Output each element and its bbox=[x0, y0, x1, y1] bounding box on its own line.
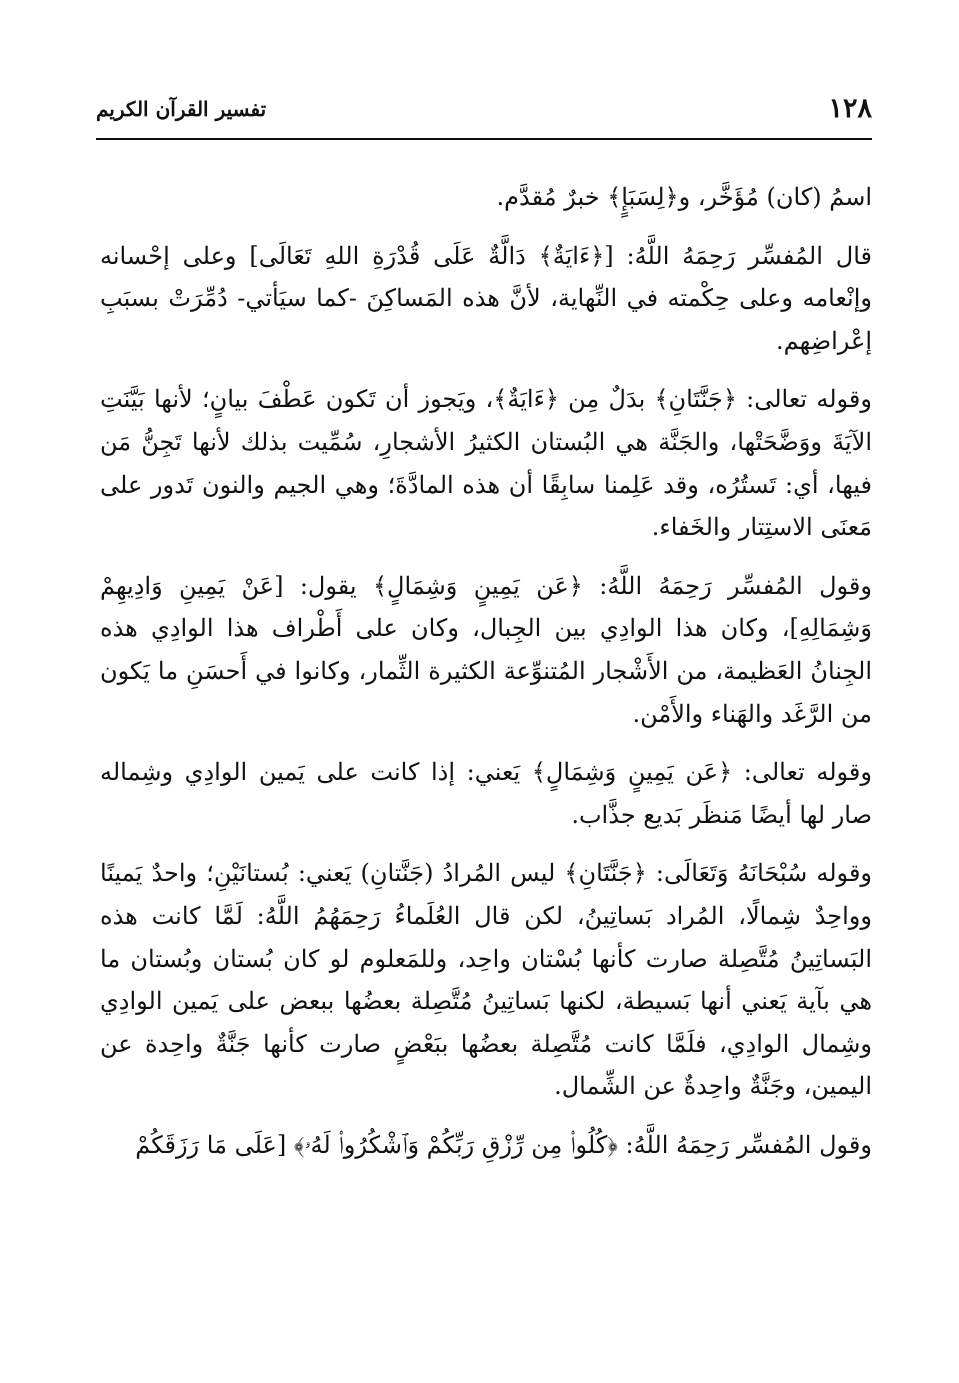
paragraph: وقول المُفسِّر رَحِمَهُ اللَّهُ: ﴿كُلُوا۟ مِن رِّزْقِ رَبِّكُمْ وَٱشْكُرُوا۟ لَهُۥ﴾ [عَلَى مَا رَزَقَكُمْ bbox=[135, 1130, 872, 1159]
header-divider bbox=[96, 138, 872, 140]
paragraph: اسمُ (كان) مُؤَخَّر، و﴿لِسَبَإٍ﴾ خبرٌ مُقدَّم. bbox=[496, 183, 872, 211]
running-title: تفسير القرآن الكريم bbox=[96, 97, 267, 121]
paragraph: وقوله تعالى: ﴿جَنَّتَانِ﴾ بدَلٌ مِن ﴿ءَايَةٌ﴾، ويَجوز أن تَكون عَطْفَ بيانٍ؛ لأنها بَيَّنَتِ الآيَةَ ووَضَّحَتْها، والجَنَّة هي البُستان الكثيرُ الأشجارِ، سُمِّيت بذلك لأنها تَجِنُّ مَن فيها، أي: تَستُرُه، وقد عَلِمنا سابِقًا أن هذه المادَّةَ؛ وهي الجيم والنون تَدور على مَعنَى الاستِتار والخَفاء. bbox=[100, 385, 872, 542]
paragraph: وقول المُفسِّر رَحِمَهُ اللَّهُ: ﴿عَن يَمِينٍ وَشِمَالٍ﴾ يقول: [عَنْ يَمِينِ وَادِيهِمْ وَشِمَالِهِ]، وكان هذا الوادِي بين الجِبال، وكان على أَطْراف هذا الوادِي هذه الجِنانُ العَظيمة، من الأَشْجار المُتنوِّعة الكثيرة الثِّمار، وكانوا في أَحسَنِ ما يَكون من الرَّغَد والهَناء والأَمْن. bbox=[100, 571, 872, 728]
body-text bbox=[100, 176, 872, 1166]
page-header bbox=[96, 92, 872, 138]
paragraph: وقوله سُبْحَانَهُ وَتَعَالَى: ﴿جَنَّتَانِ﴾ ليس المُرادُ (جَنَّتانِ) يَعني: بُستانَيْنِ؛ واحدٌ يَمينًا وواحِدٌ شِمالًا، المُراد بَساتِينُ، لكن قال العُلَماءُ رَحِمَهُمُ اللَّهُ: لَمَّا كانت هذه البَساتِينُ مُتَّصِلة صارت كأنها بُسْتان واحِد، وللمَعلوم لو كان بُستان وبُستان ما هي بآية يَعني أنها بَسيطة، لكنها بَساتِينُ مُتَّصِلة بعضُها ببعض على يَمين الوادِي وشِمال الوادِي، فلَمَّا كانت مُتَّصِلة بعضُها ببَعْضٍ صارت كأنها جَنَّةٌ واحِدة عن اليمين، وجَنَّةٌ واحِدةٌ عن الشِّمال. bbox=[100, 859, 873, 1101]
page-number: ١٢٨ bbox=[828, 93, 872, 124]
paragraph: قال المُفسِّر رَحِمَهُ اللَّهُ: [﴿ءَايَةٌ﴾ دَالَّةٌ عَلَى قُدْرَةِ اللهِ تَعَالَى] وعلى إحْسانه وإنْعامه وعلى حِكْمته في النِّهاية، لأنَّ هذه المَساكِنَ -كما سيَأتي- دُمِّرَتْ بسبَبِ إعْراضِهم. bbox=[100, 241, 872, 355]
paragraph: وقوله تعالى: ﴿عَن يَمِينٍ وَشِمَالٍ﴾ يَعني: إذا كانت على يَمين الوادِي وشِماله صار لها أيضًا مَنظَر بَديع جذَّاب. bbox=[100, 758, 872, 829]
